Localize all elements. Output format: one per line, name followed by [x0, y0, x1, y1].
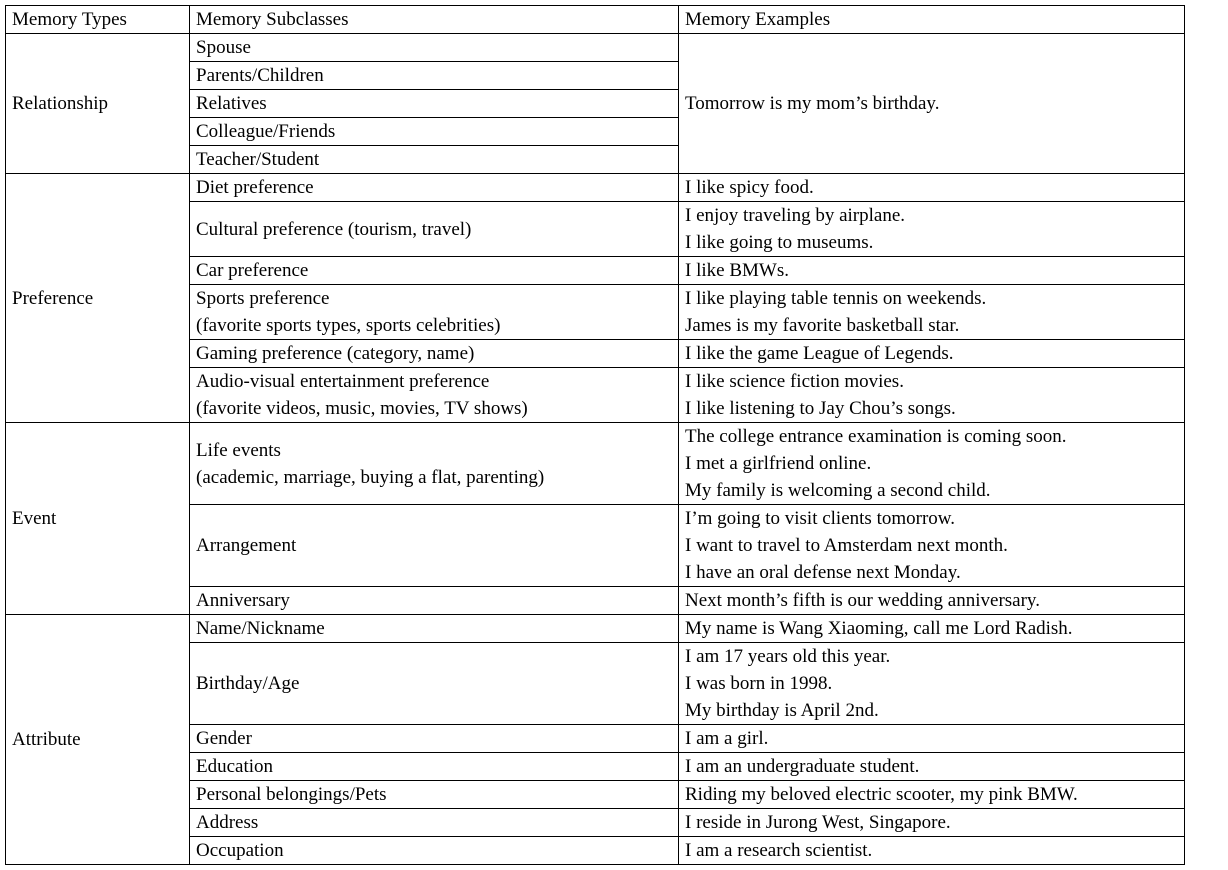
- memory-example-line: Tomorrow is my mom’s birthday.: [685, 93, 940, 114]
- header-memory-types: Memory Types: [6, 6, 190, 34]
- memory-example-line: I like playing table tennis on weekends.: [685, 288, 987, 309]
- memory-example-line: James is my favorite basketball star.: [685, 315, 960, 336]
- memory-subclass-line: Personal belongings/Pets: [196, 784, 387, 805]
- memory-example-line: I met a girlfriend online.: [685, 453, 872, 474]
- memory-subclass-line: Name/Nickname: [196, 618, 325, 639]
- memory-example-line: My birthday is April 2nd.: [685, 700, 879, 721]
- memory-subclass-cell: [190, 257, 679, 285]
- memory-subclass-cell: [190, 340, 679, 368]
- memory-subclass-line: Car preference: [196, 260, 309, 281]
- memory-example-line: I was born in 1998.: [685, 673, 833, 694]
- header-row: [6, 6, 1185, 34]
- memory-example-cell: [679, 753, 1185, 781]
- memory-type-cell: Preference: [6, 174, 190, 423]
- memory-example-line: The college entrance examination is coming soon.: [685, 426, 1067, 447]
- memory-subclass-line: Address: [196, 812, 259, 833]
- memory-example-cell: [679, 202, 1185, 257]
- memory-example-line: I’m going to visit clients tomorrow.: [685, 508, 956, 529]
- memory-example-line: I like spicy food.: [685, 177, 814, 198]
- memory-example-line: I want to travel to Amsterdam next month.: [685, 535, 1008, 556]
- memory-example-cell: [679, 257, 1185, 285]
- memory-example-cell: [679, 285, 1185, 340]
- memory-subclass-cell: [190, 90, 679, 118]
- memory-subclass-line: Relatives: [196, 93, 267, 114]
- memory-subclass-cell: [190, 781, 679, 809]
- memory-example-line: My family is welcoming a second child.: [685, 480, 991, 501]
- memory-example-line: My name is Wang Xiaoming, call me Lord Radish.: [685, 618, 1073, 639]
- memory-subclass-cell: [190, 368, 679, 423]
- memory-example-line: I like going to museums.: [685, 232, 874, 253]
- memory-subclass-line: (favorite sports types, sports celebrities): [196, 315, 501, 336]
- memory-example-line: I am 17 years old this year.: [685, 646, 891, 667]
- memory-subclass-line: Education: [196, 756, 274, 777]
- memory-example-cell: [679, 725, 1185, 753]
- memory-subclass-line: Cultural preference (tourism, travel): [196, 218, 472, 240]
- memory-example-line: I like science fiction movies.: [685, 371, 904, 392]
- memory-example-cell: [679, 174, 1185, 202]
- memory-subclass-cell: [190, 174, 679, 202]
- memory-subclass-line: Gender: [196, 728, 252, 749]
- memory-example-cell: [679, 781, 1185, 809]
- memory-example-line: I reside in Jurong West, Singapore.: [685, 812, 951, 833]
- memory-example-line: I am a girl.: [685, 728, 769, 749]
- table-body: [6, 34, 1185, 865]
- memory-subclass-line: Anniversary: [196, 590, 290, 611]
- table-row: [6, 615, 1185, 643]
- memory-subclass-line: Audio-visual entertainment preference: [196, 371, 490, 392]
- memory-example-line: Riding my beloved electric scooter, my pink BMW.: [685, 784, 1078, 805]
- memory-example-line: I like listening to Jay Chou’s songs.: [685, 398, 956, 419]
- memory-subclass-cell: [190, 34, 679, 62]
- memory-type-cell: Attribute: [6, 615, 190, 865]
- memory-subclass-cell: [190, 837, 679, 865]
- table-row: [6, 34, 1185, 62]
- memory-subclass-line: Teacher/Student: [196, 149, 320, 170]
- memory-example-cell: [679, 587, 1185, 615]
- memory-example-line: I enjoy traveling by airplane.: [685, 205, 906, 226]
- memory-subclass-cell: [190, 753, 679, 781]
- memory-subclass-line: Diet preference: [196, 177, 314, 198]
- memory-subclass-cell: [190, 809, 679, 837]
- memory-example-cell: [679, 505, 1185, 587]
- memory-subclass-cell: [190, 202, 679, 257]
- memory-subclass-cell: [190, 146, 679, 174]
- memory-taxonomy-table: [5, 5, 1185, 865]
- memory-subclass-cell: [190, 505, 679, 587]
- memory-subclass-line: Gaming preference (category, name): [196, 343, 475, 364]
- memory-example-cell: [679, 643, 1185, 725]
- memory-subclass-line: Parents/Children: [196, 65, 324, 86]
- memory-subclass-line: (academic, marriage, buying a flat, parenting): [196, 466, 545, 488]
- memory-example-cell: [679, 34, 1185, 174]
- header-memory-subclasses: Memory Subclasses: [190, 6, 679, 34]
- memory-subclass-cell: [190, 587, 679, 615]
- memory-example-cell: [679, 423, 1185, 505]
- memory-subclass-line: Spouse: [196, 37, 251, 58]
- memory-example-cell: [679, 837, 1185, 865]
- memory-subclass-cell: [190, 615, 679, 643]
- table-row: [6, 174, 1185, 202]
- memory-example-cell: [679, 615, 1185, 643]
- memory-subclass-line: Colleague/Friends: [196, 121, 336, 142]
- memory-subclass-cell: [190, 423, 679, 505]
- memory-subclass-line: Life events: [196, 439, 281, 461]
- memory-example-line: I am a research scientist.: [685, 840, 873, 861]
- memory-type-cell: Relationship: [6, 34, 190, 174]
- header-memory-examples: Memory Examples: [679, 6, 1185, 34]
- memory-subclass-cell: [190, 643, 679, 725]
- memory-subclass-line: Birthday/Age: [196, 673, 300, 694]
- memory-subclass-line: (favorite videos, music, movies, TV shows): [196, 398, 528, 419]
- memory-example-cell: [679, 368, 1185, 423]
- memory-example-line: I like BMWs.: [685, 260, 789, 281]
- memory-subclass-cell: [190, 725, 679, 753]
- memory-example-line: I am an undergraduate student.: [685, 756, 920, 777]
- memory-example-line: I like the game League of Legends.: [685, 343, 954, 364]
- memory-subclass-cell: [190, 62, 679, 90]
- memory-subclass-cell: [190, 118, 679, 146]
- memory-example-line: Next month’s fifth is our wedding anniversary.: [685, 590, 1040, 611]
- table-row: [6, 423, 1185, 505]
- memory-subclass-line: Sports preference: [196, 288, 330, 309]
- memory-type-cell: Event: [6, 423, 190, 615]
- memory-example-cell: [679, 809, 1185, 837]
- memory-subclass-cell: [190, 285, 679, 340]
- memory-taxonomy-table-container: [5, 5, 1185, 865]
- memory-subclass-line: Occupation: [196, 840, 284, 861]
- memory-example-cell: [679, 340, 1185, 368]
- memory-example-line: I have an oral defense next Monday.: [685, 562, 961, 583]
- memory-subclass-line: Arrangement: [196, 535, 297, 556]
